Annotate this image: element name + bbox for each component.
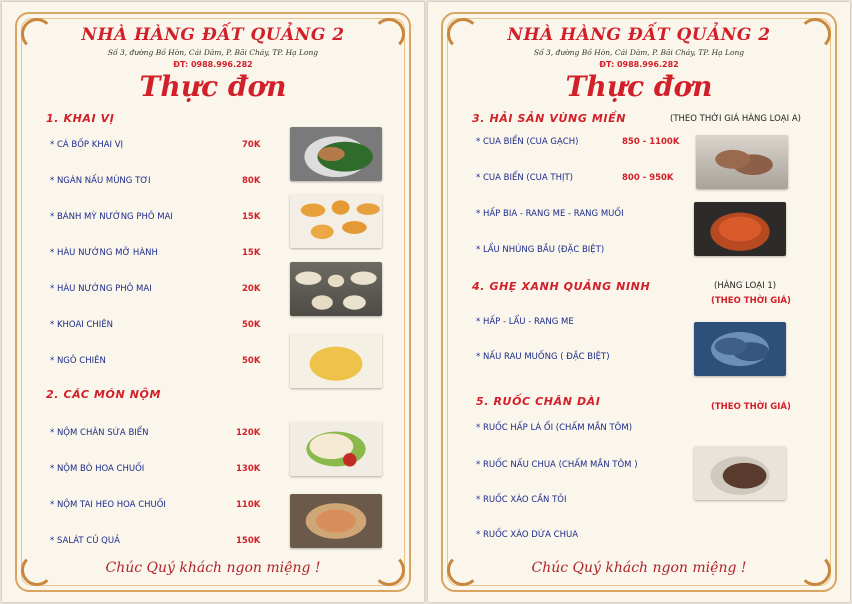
menu-item: * CÁ BỐP KHAI VỊ	[50, 140, 124, 150]
menu-item-price: 150K	[236, 536, 261, 546]
food-photo	[290, 422, 382, 476]
menu-item: * LẨU NHÚNG BẦU (ĐẶC BIỆT)	[476, 245, 605, 255]
food-photo	[290, 194, 382, 248]
restaurant-name: NHÀ HÀNG ĐẤT QUẢNG 2	[81, 25, 345, 45]
menu-item-price: 850 - 1100K	[622, 137, 680, 147]
menu-item: * SALÁT CỦ QUẢ	[50, 536, 120, 546]
section-title-cac-mon-nom: 2. CÁC MÓN NỘM	[46, 388, 162, 401]
food-photo	[290, 334, 382, 388]
menu-item-price: 20K	[242, 284, 261, 294]
menu-item: * CUA BIỂN (CUA THỊT)	[476, 173, 573, 183]
menu-item-price: 80K	[242, 176, 261, 186]
food-photo	[290, 494, 382, 548]
menu-item: * RUỐC HẤP LÁ ỔI (CHẤM MẮN TÔM)	[476, 423, 633, 433]
menu-item: * HÀU NƯỚNG MỠ HÀNH	[50, 248, 158, 258]
restaurant-address: Số 3, đường Bồ Hòn, Cái Dăm, P. Bãi Cháy, TP. Hạ Long	[107, 48, 319, 57]
menu-item: * RUỐC XÀO DỨA CHUA	[476, 530, 579, 540]
menu-item: * NỘM BÒ HOA CHUỐI	[50, 464, 145, 474]
menu-item-price: 15K	[242, 248, 261, 258]
menu-item: * RUỐC NẤU CHUA (CHẤM MẮN TÔM )	[476, 460, 638, 470]
section-note: (HÀNG LOẠI 1)	[714, 281, 777, 291]
food-photo	[290, 127, 382, 181]
menu-item: * NỘM CHÂN SỨA BIỂN	[50, 428, 149, 438]
restaurant-phone: ĐT: 0988.996.282	[173, 60, 253, 69]
section-note-price: (THEO THỜI GIÁ)	[711, 402, 791, 412]
section-title-khai-vi: 1. KHAI VỊ	[46, 112, 115, 125]
food-photo	[694, 322, 786, 376]
menu-item: * NGÁN NẤU MÙNG TƠI	[50, 176, 151, 186]
menu-title: Thực đơn	[139, 70, 287, 103]
menu-item: * NẤU RAU MUỐNG ( ĐẶC BIỆT)	[476, 352, 610, 362]
menu-item: * BÁNH MỲ NƯỚNG PHÔ MAI	[50, 212, 173, 222]
menu-item: * KHOAI CHIÊN	[50, 320, 114, 330]
menu-page-right	[428, 2, 850, 602]
food-photo	[694, 446, 786, 500]
menu-item-price: 130K	[236, 464, 261, 474]
menu-item: * NỘM TAI HEO HOA CHUỐI	[50, 500, 166, 510]
section-title-ruoc-chan-dai: 5. RUỐC CHÂN DÀI	[476, 395, 601, 408]
footer-greeting: Chúc Quý khách ngon miệng !	[105, 560, 321, 576]
food-photo	[694, 202, 786, 256]
restaurant-phone: ĐT: 0988.996.282	[599, 60, 679, 69]
menu-item-price: 50K	[242, 320, 261, 330]
menu-item-price: 50K	[242, 356, 261, 366]
food-photo	[290, 262, 382, 316]
menu-item-price: 110K	[236, 500, 261, 510]
restaurant-address: Số 3, đường Bồ Hòn, Cái Dăm, P. Bãi Cháy, TP. Hạ Long	[533, 48, 745, 57]
menu-item: * CUA BIỂN (CUA GẠCH)	[476, 137, 579, 147]
menu-page-left	[2, 2, 424, 602]
food-photo	[696, 135, 788, 189]
menu-item-price: 70K	[242, 140, 261, 150]
restaurant-name: NHÀ HÀNG ĐẤT QUẢNG 2	[507, 25, 771, 45]
menu-item: * HẤP BIA - RANG ME - RANG MUỐI	[476, 209, 624, 219]
section-title-ghe-xanh: 4. GHẸ XANH QUẢNG NINH	[472, 280, 651, 293]
menu-item: * NGÔ CHIÊN	[50, 356, 106, 366]
section-note: (THEO THỜI GIÁ HÀNG LOẠI A)	[670, 114, 801, 124]
menu-title: Thực đơn	[565, 70, 713, 103]
footer-greeting: Chúc Quý khách ngon miệng !	[531, 560, 747, 576]
menu-item: * HẤP - LẨU - RANG ME	[476, 317, 574, 327]
menu-item: * HÀU NƯỚNG PHÔ MAI	[50, 284, 152, 294]
section-note-price: (THEO THỜI GIÁ)	[711, 296, 791, 306]
menu-item-price: 800 - 950K	[622, 173, 674, 183]
menu-item: * RUỐC XÀO CẦN TỎI	[476, 495, 567, 505]
menu-item-price: 15K	[242, 212, 261, 222]
section-title-hai-san: 3. HẢI SẢN VÙNG MIỀN	[472, 112, 627, 125]
menu-item-price: 120K	[236, 428, 261, 438]
